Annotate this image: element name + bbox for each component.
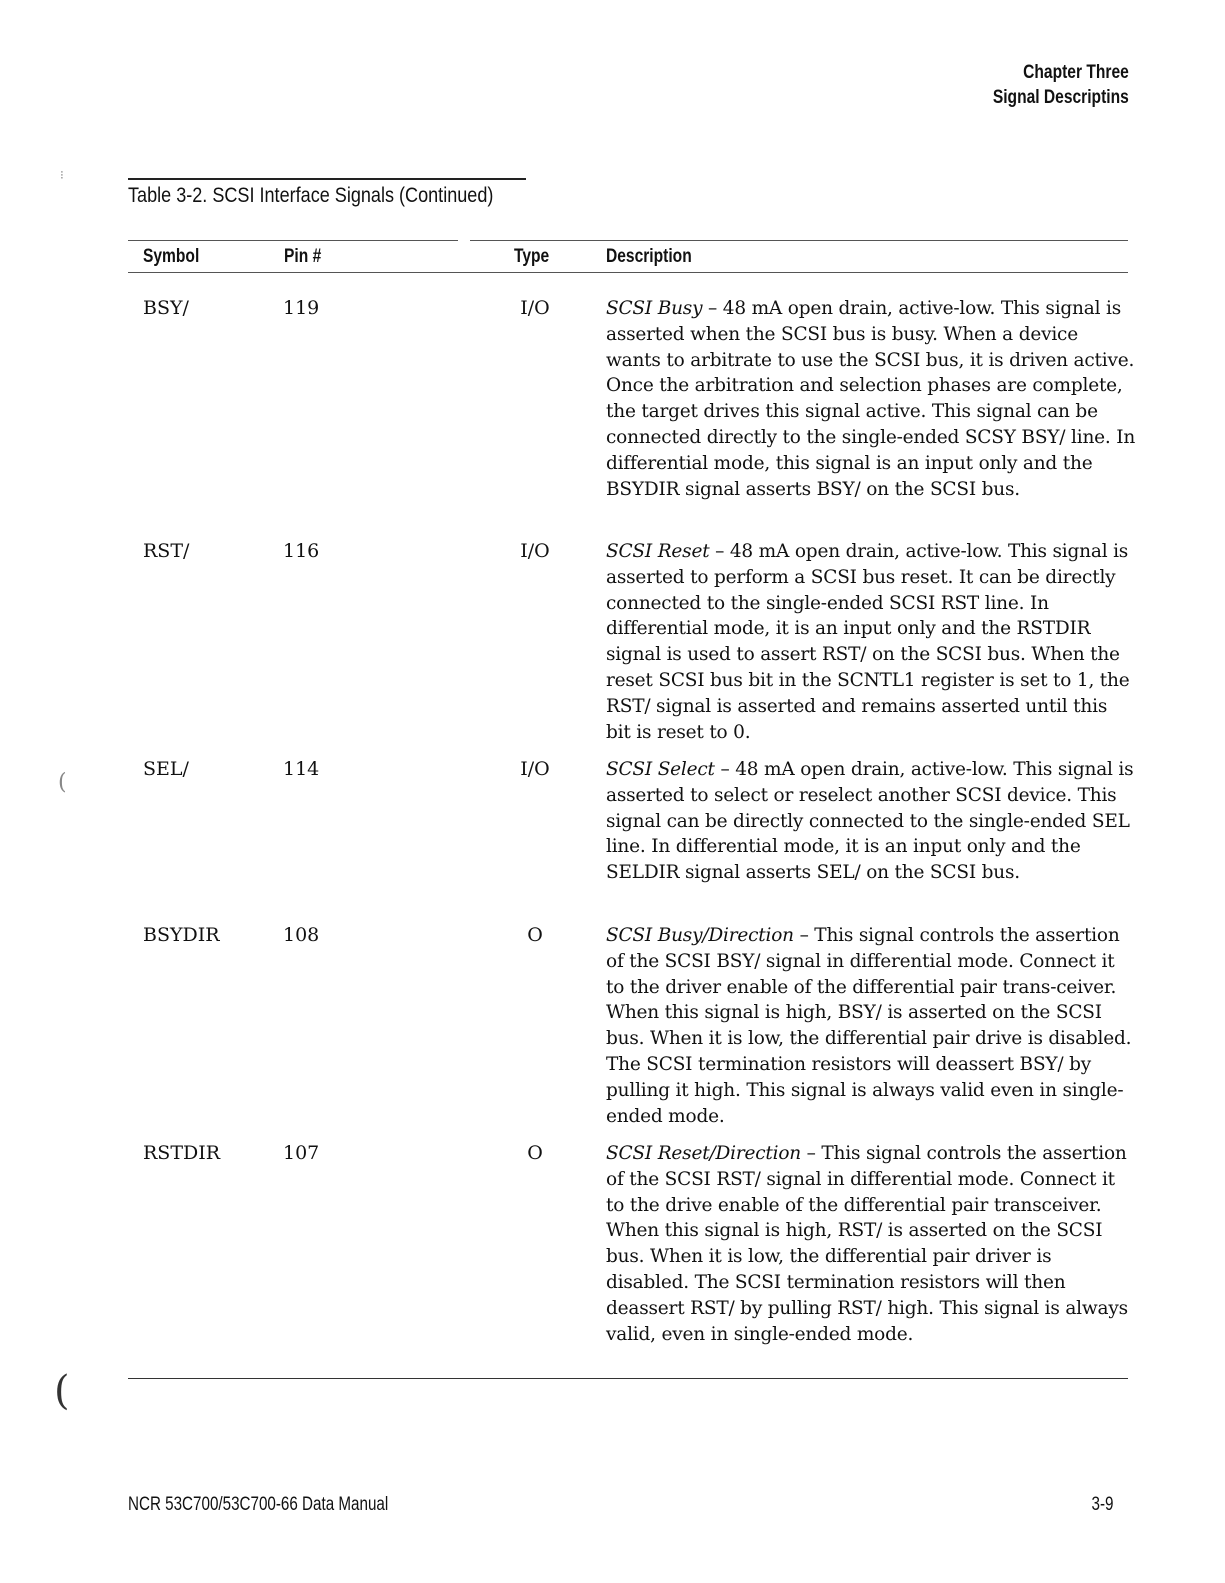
column-header-description: Description	[606, 246, 692, 267]
scan-speck: (	[58, 770, 67, 795]
signal-type: I/O	[520, 540, 550, 562]
signal-description	[606, 296, 1136, 502]
column-header-pin: Pin #	[284, 246, 322, 267]
signal-symbol: SEL/	[143, 758, 189, 780]
pin-number: 108	[283, 924, 320, 946]
pin-number: 119	[283, 297, 320, 319]
signal-symbol: RST/	[143, 540, 190, 562]
description-lead: SCSI Reset/Direction	[606, 1143, 801, 1164]
signal-type: I/O	[520, 297, 550, 319]
section-title: Signal Descriptins	[993, 87, 1129, 108]
description-lead: SCSI Select	[606, 759, 715, 780]
signal-description	[606, 923, 1136, 1129]
signal-type: O	[527, 1142, 543, 1164]
running-header	[993, 60, 1129, 110]
description-text: – 48 mA open drain, active-low. This signal is asserted when the SCSI bus is busy. When a device wants to arbitrate to use the SCSI bus, it is driven active. Once the arbitration and selection phases are complete, the target drives this signal active. This signal can be connected directly to the single-ended SCSY BSY/ line. In differential mode, this signal is an input only and the BSYDIR signal asserts BSY/ on the SCSI bus.	[606, 298, 1136, 500]
manual-title: NCR 53C700/53C700-66 Data Manual	[128, 1494, 389, 1515]
description-lead: SCSI Busy	[606, 298, 703, 319]
description-text: – This signal controls the assertion of the SCSI BSY/ signal in differential mode. Connect it to the driver enable of the differential pair trans-ceiver. When this signal is high, BSY/ is asserted on the SCSI bus. When it is low, the differential pair drive is disabled. The SCSI termination resistors will deassert BSY/ by pulling it high. This signal is always valid even in single-ended mode.	[606, 925, 1132, 1127]
description-lead: SCSI Busy/Direction	[606, 925, 794, 946]
signal-description	[606, 757, 1136, 886]
table-top-rule-left	[128, 240, 458, 241]
description-lead: SCSI Reset	[606, 541, 710, 562]
signal-symbol: BSYDIR	[143, 924, 220, 946]
pin-number: 107	[283, 1142, 320, 1164]
description-text: – 48 mA open drain, active-low. This signal is asserted to select or reselect another SCSI device. This signal can be directly connected to the single-ended SEL line. In differential mode, it is an input only and the SELDIR signal asserts SEL/ on the SCSI bus.	[606, 759, 1134, 884]
caption-rule	[128, 178, 526, 180]
signal-symbol: RSTDIR	[143, 1142, 221, 1164]
description-text: – 48 mA open drain, active-low. This signal is asserted to perform a SCSI bus reset. It can be directly connected to the single-ended SCSI RST line. In differential mode, it is an input only and the RSTDIR signal is used to assert RST/ on the SCSI bus. When the reset SCSI bus bit in the SCNTL1 register is set to 1, the RST/ signal is asserted and remains asserted until this bit is reset to 0.	[606, 541, 1130, 743]
page-number: 3-9	[1091, 1494, 1113, 1515]
description-text: – This signal controls the assertion of the SCSI RST/ signal in differential mode. Connect it to the drive enable of the differential pair transceiver. When this signal is high, RST/ is asserted on the SCSI bus. When it is low, the differential pair driver is disabled. The SCSI termination resistors will then deassert RST/ by pulling RST/ high. This signal is always valid, even in single-ended mode.	[606, 1143, 1128, 1345]
scan-speck: ⁝	[60, 168, 64, 182]
signal-description	[606, 1141, 1136, 1347]
pin-number: 114	[283, 758, 320, 780]
table-caption: Table 3-2. SCSI Interface Signals (Continued)	[128, 184, 494, 207]
signal-symbol: BSY/	[143, 297, 189, 319]
table-bottom-rule	[128, 1378, 1128, 1379]
signal-description	[606, 539, 1136, 745]
binding-mark: (	[54, 1368, 70, 1414]
table-header-rule	[128, 272, 1128, 273]
table-top-rule-right	[470, 240, 1128, 241]
column-header-type: Type	[514, 246, 550, 267]
chapter-title: Chapter Three	[1023, 62, 1129, 83]
signal-type: I/O	[520, 758, 550, 780]
column-header-symbol: Symbol	[143, 246, 200, 267]
signal-type: O	[527, 924, 543, 946]
pin-number: 116	[283, 540, 320, 562]
